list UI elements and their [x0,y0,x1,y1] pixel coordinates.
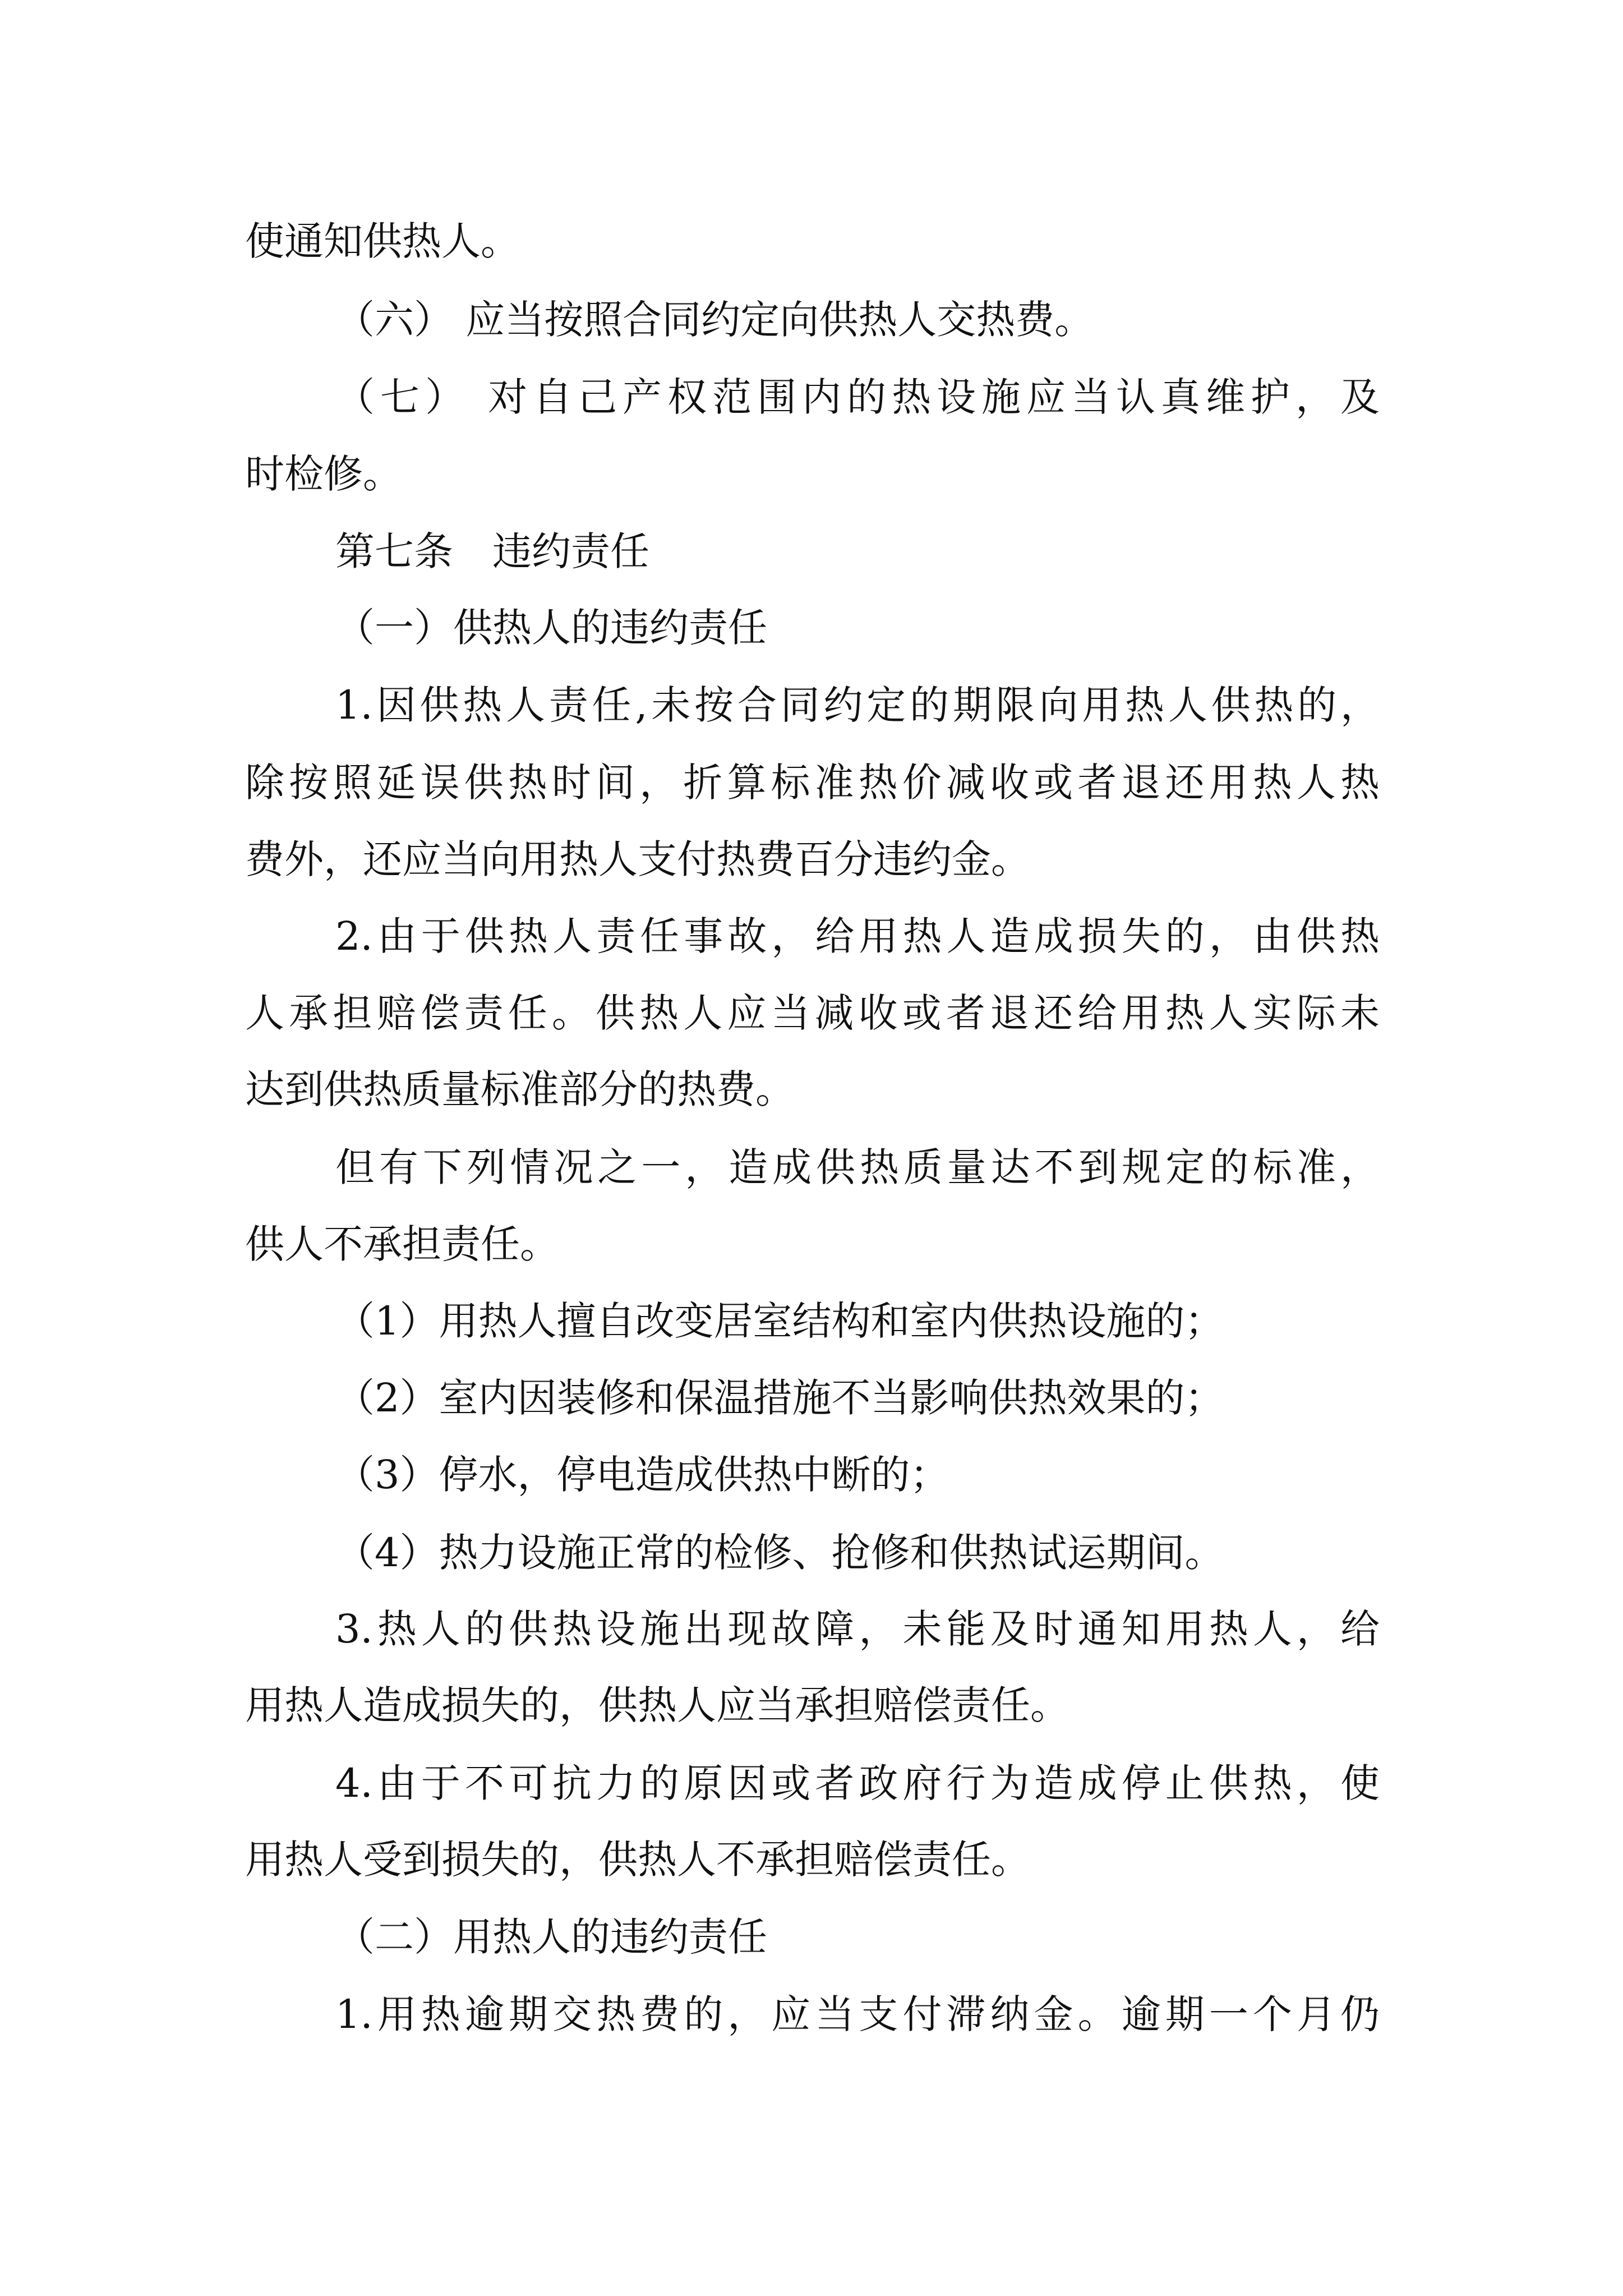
text-line: 时检修。 [245,451,402,497]
list-item: （3）停水，停电造成供热中断的； [335,1452,949,1498]
text-line: 1.因供热人责任,未按合同约定的期限向用热人供热的， [335,682,1380,728]
text-line: 达到供热质量标准部分的热费。 [245,1066,795,1112]
text-line: 2.由于供热人责任事故，给用热人造成损失的，由供热 [335,913,1380,959]
text-line: 除按照延误供热时间，折算标准热价减收或者退还用热人热 [245,760,1380,806]
text-line: 但有下列情况之一，造成供热质量达不到规定的标准， [335,1144,1380,1190]
text-line: （六） 应当按照合同约定向供热人交热费。 [335,297,1094,343]
text-line: 使通知供热人。 [245,218,520,264]
text-line: 用热人受到损失的，供热人不承担赔偿责任。 [245,1837,1030,1883]
section-heading: 第七条 违约责任 [335,528,649,574]
subsection-heading: （一）供热人的违约责任 [335,605,767,651]
text-line: 3.热人的供热设施出现故障，未能及时通知用热人，给 [335,1606,1380,1652]
list-item: （4）热力设施正常的检修、抢修和供热试运期间。 [335,1530,1224,1576]
list-item: （1）用热人擅自改变居室结构和室内供热设施的； [335,1298,1224,1344]
text-line: 用热人造成损失的，供热人应当承担赔偿责任。 [245,1682,1069,1728]
text-line: 费外，还应当向用热人支付热费百分违约金。 [245,836,1030,882]
text-line: 4.由于不可抗力的原因或者政府行为造成停止供热，使 [335,1760,1380,1806]
list-item: （2）室内因装修和保温措施不当影响供热效果的； [335,1375,1224,1421]
text-line: 供人不承担责任。 [245,1221,559,1267]
text-line: 1.用热逾期交热费的，应当支付滞纳金。逾期一个月仍 [335,1991,1380,2037]
subsection-heading: （二）用热人的违约责任 [335,1914,767,1960]
text-line: 人承担赔偿责任。供热人应当减收或者退还给用热人实际未 [245,990,1380,1036]
text-line: （七） 对自己产权范围内的热设施应当认真维护，及 [335,374,1380,420]
